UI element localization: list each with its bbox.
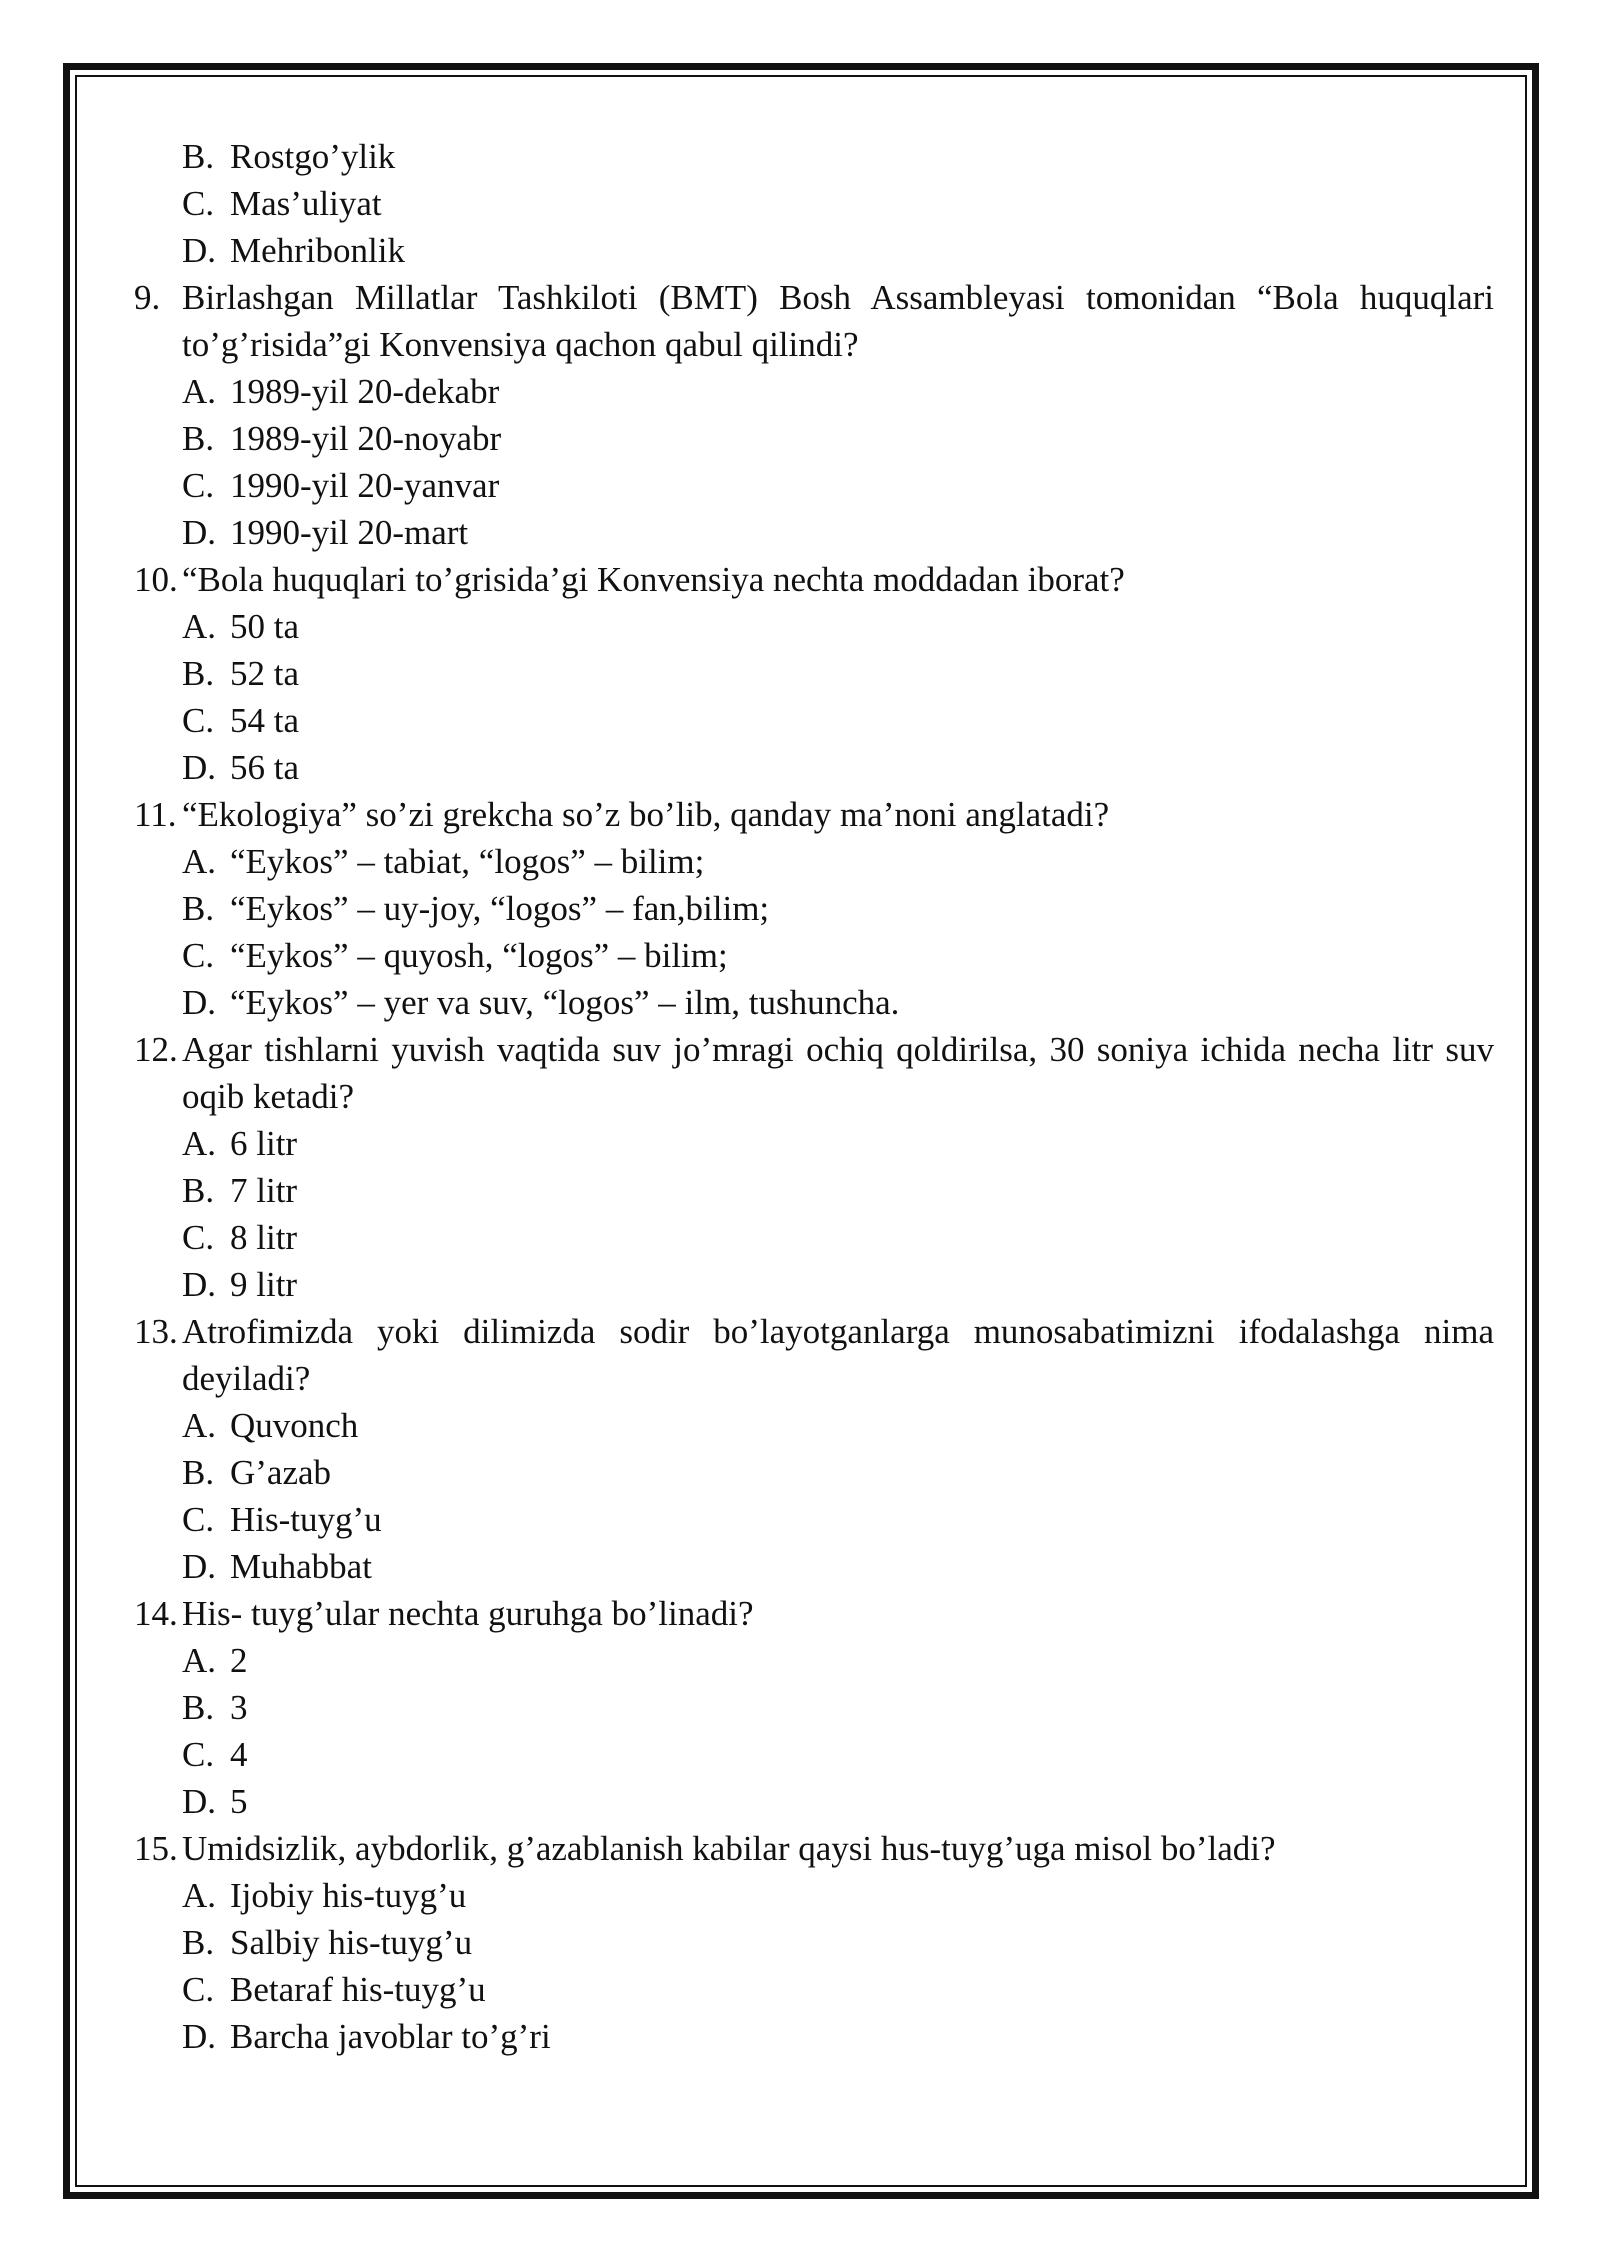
- option-text: 52 ta: [230, 654, 300, 693]
- option-row: [134, 2013, 1494, 2060]
- question-13: [134, 1308, 1494, 1402]
- option-text: “Eykos” – quyosh, “logos” – bilim;: [230, 936, 728, 975]
- option-text: Muhabbat: [230, 1547, 372, 1586]
- option-row: [134, 1778, 1494, 1825]
- option-letter: D.: [182, 513, 217, 552]
- option-text: Mehribonlik: [230, 231, 405, 270]
- option-text: 1989-yil 20-noyabr: [230, 419, 502, 458]
- option-row: [134, 462, 1494, 509]
- option-row: [134, 838, 1494, 885]
- option-text: 56 ta: [230, 748, 300, 787]
- option-text: 54 ta: [230, 701, 300, 740]
- option-text: 1990-yil 20-yanvar: [230, 466, 500, 505]
- question-number: 15.: [134, 1829, 178, 1868]
- option-row: [134, 885, 1494, 932]
- option-letter: B.: [182, 419, 215, 458]
- question-number: 11.: [134, 795, 177, 834]
- option-text: 4: [230, 1735, 248, 1774]
- option-row: [134, 1402, 1494, 1449]
- question-9: [134, 274, 1494, 368]
- option-row: [134, 1543, 1494, 1590]
- option-letter: B.: [182, 1453, 215, 1492]
- option-letter: A.: [182, 372, 217, 411]
- option-letter: A.: [182, 1406, 217, 1445]
- option-letter: C.: [182, 1500, 215, 1539]
- option-row: [134, 180, 1494, 227]
- option-letter: C.: [182, 1218, 215, 1257]
- option-letter: D.: [182, 231, 217, 270]
- option-text: 1989-yil 20-dekabr: [230, 372, 500, 411]
- question-15: [134, 1825, 1494, 1872]
- option-letter: A.: [182, 1124, 217, 1163]
- option-row: [134, 1261, 1494, 1308]
- option-row: [134, 1872, 1494, 1919]
- option-letter: B.: [182, 1688, 215, 1727]
- option-text: Ijobiy his-tuyg’u: [230, 1876, 467, 1915]
- option-letter: C.: [182, 701, 215, 740]
- question-number: 13.: [134, 1312, 178, 1351]
- option-row: [134, 1637, 1494, 1684]
- option-text: 2: [230, 1641, 248, 1680]
- question-number: 12.: [134, 1030, 178, 1069]
- question-number: 10.: [134, 560, 178, 599]
- question-12: [134, 1026, 1494, 1120]
- option-text: 5: [230, 1782, 248, 1821]
- option-text: 3: [230, 1688, 248, 1727]
- option-row: [134, 415, 1494, 462]
- option-text: “Eykos” – yer va suv, “logos” – ilm, tushuncha.: [230, 983, 900, 1022]
- option-letter: A.: [182, 1641, 217, 1680]
- option-letter: B.: [182, 1171, 215, 1210]
- option-row: [134, 1684, 1494, 1731]
- option-text: Betaraf his-tuyg’u: [230, 1970, 486, 2009]
- option-letter: D.: [182, 748, 217, 787]
- option-letter: A.: [182, 1876, 217, 1915]
- option-letter: B.: [182, 137, 215, 176]
- option-row: [134, 1966, 1494, 2013]
- question-10: [134, 556, 1494, 603]
- option-row: [134, 650, 1494, 697]
- option-row: [134, 1731, 1494, 1778]
- option-letter: C.: [182, 184, 215, 223]
- option-row: [134, 932, 1494, 979]
- option-row: [134, 509, 1494, 556]
- option-text: Salbiy his-tuyg’u: [230, 1923, 473, 1962]
- option-text: 50 ta: [230, 607, 300, 646]
- option-text: 6 litr: [230, 1124, 298, 1163]
- question-text: Agar tishlarni yuvish vaqtida suv jo’mragi ochiq qoldirilsa, 30 soniya ichida necha litr suv oqib ketadi?: [182, 1030, 1494, 1116]
- option-row: [134, 979, 1494, 1026]
- option-text: 9 litr: [230, 1265, 298, 1304]
- question-14: [134, 1590, 1494, 1637]
- option-row: [134, 1120, 1494, 1167]
- question-text: His- tuyg’ular nechta guruhga bo’linadi?: [182, 1594, 754, 1633]
- option-letter: D.: [182, 2017, 217, 2056]
- option-row: [134, 744, 1494, 791]
- option-letter: D.: [182, 983, 217, 1022]
- option-text: His-tuyg’u: [230, 1500, 382, 1539]
- option-text: Rostgo’ylik: [230, 137, 396, 176]
- option-text: Mas’uliyat: [230, 184, 382, 223]
- option-letter: B.: [182, 889, 215, 928]
- option-text: 1990-yil 20-mart: [230, 513, 469, 552]
- option-row: [134, 603, 1494, 650]
- option-letter: B.: [182, 1923, 215, 1962]
- option-row: [134, 1919, 1494, 1966]
- question-text: “Ekologiya” so’zi grekcha so’z bo’lib, qanday ma’noni anglatadi?: [182, 795, 1110, 834]
- option-text: G’azab: [230, 1453, 332, 1492]
- question-text: Birlashgan Millatlar Tashkiloti (BMT) Bosh Assambleyasi tomonidan “Bola huquqlari to’g’risida”gi Konvensiya qachon qabul qilindi?: [182, 278, 1494, 364]
- option-row: [134, 1496, 1494, 1543]
- option-letter: C.: [182, 1735, 215, 1774]
- question-number: 9.: [134, 278, 161, 317]
- quiz-content: [134, 133, 1494, 2060]
- option-text: “Eykos” – tabiat, “logos” – bilim;: [230, 842, 705, 881]
- option-letter: A.: [182, 842, 217, 881]
- option-text: “Eykos” – uy-joy, “logos” – fan,bilim;: [230, 889, 770, 928]
- question-text: “Bola huquqlari to’grisida’gi Konvensiya nechta moddadan iborat?: [182, 560, 1125, 599]
- option-text: Quvonch: [230, 1406, 359, 1445]
- question-11: [134, 791, 1494, 838]
- option-row: [134, 1167, 1494, 1214]
- option-letter: C.: [182, 1970, 215, 2009]
- option-text: 7 litr: [230, 1171, 298, 1210]
- option-letter: A.: [182, 607, 217, 646]
- question-text: Umidsizlik, aybdorlik, g’azablanish kabilar qaysi hus-tuyg’uga misol bo’ladi?: [182, 1829, 1276, 1868]
- option-letter: D.: [182, 1782, 217, 1821]
- option-text: 8 litr: [230, 1218, 298, 1257]
- option-letter: C.: [182, 466, 215, 505]
- option-row: [134, 697, 1494, 744]
- option-letter: D.: [182, 1547, 217, 1586]
- option-row: [134, 1449, 1494, 1496]
- option-row: [134, 1214, 1494, 1261]
- option-letter: C.: [182, 936, 215, 975]
- question-number: 14.: [134, 1594, 178, 1633]
- option-text: Barcha javoblar to’g’ri: [230, 2017, 551, 2056]
- option-letter: D.: [182, 1265, 217, 1304]
- question-text: Atrofimizda yoki dilimizda sodir bo’layotganlarga munosabatimizni ifodalashga nima deyiladi?: [182, 1312, 1494, 1398]
- option-row: [134, 227, 1494, 274]
- option-letter: B.: [182, 654, 215, 693]
- option-row: [134, 133, 1494, 180]
- option-row: [134, 368, 1494, 415]
